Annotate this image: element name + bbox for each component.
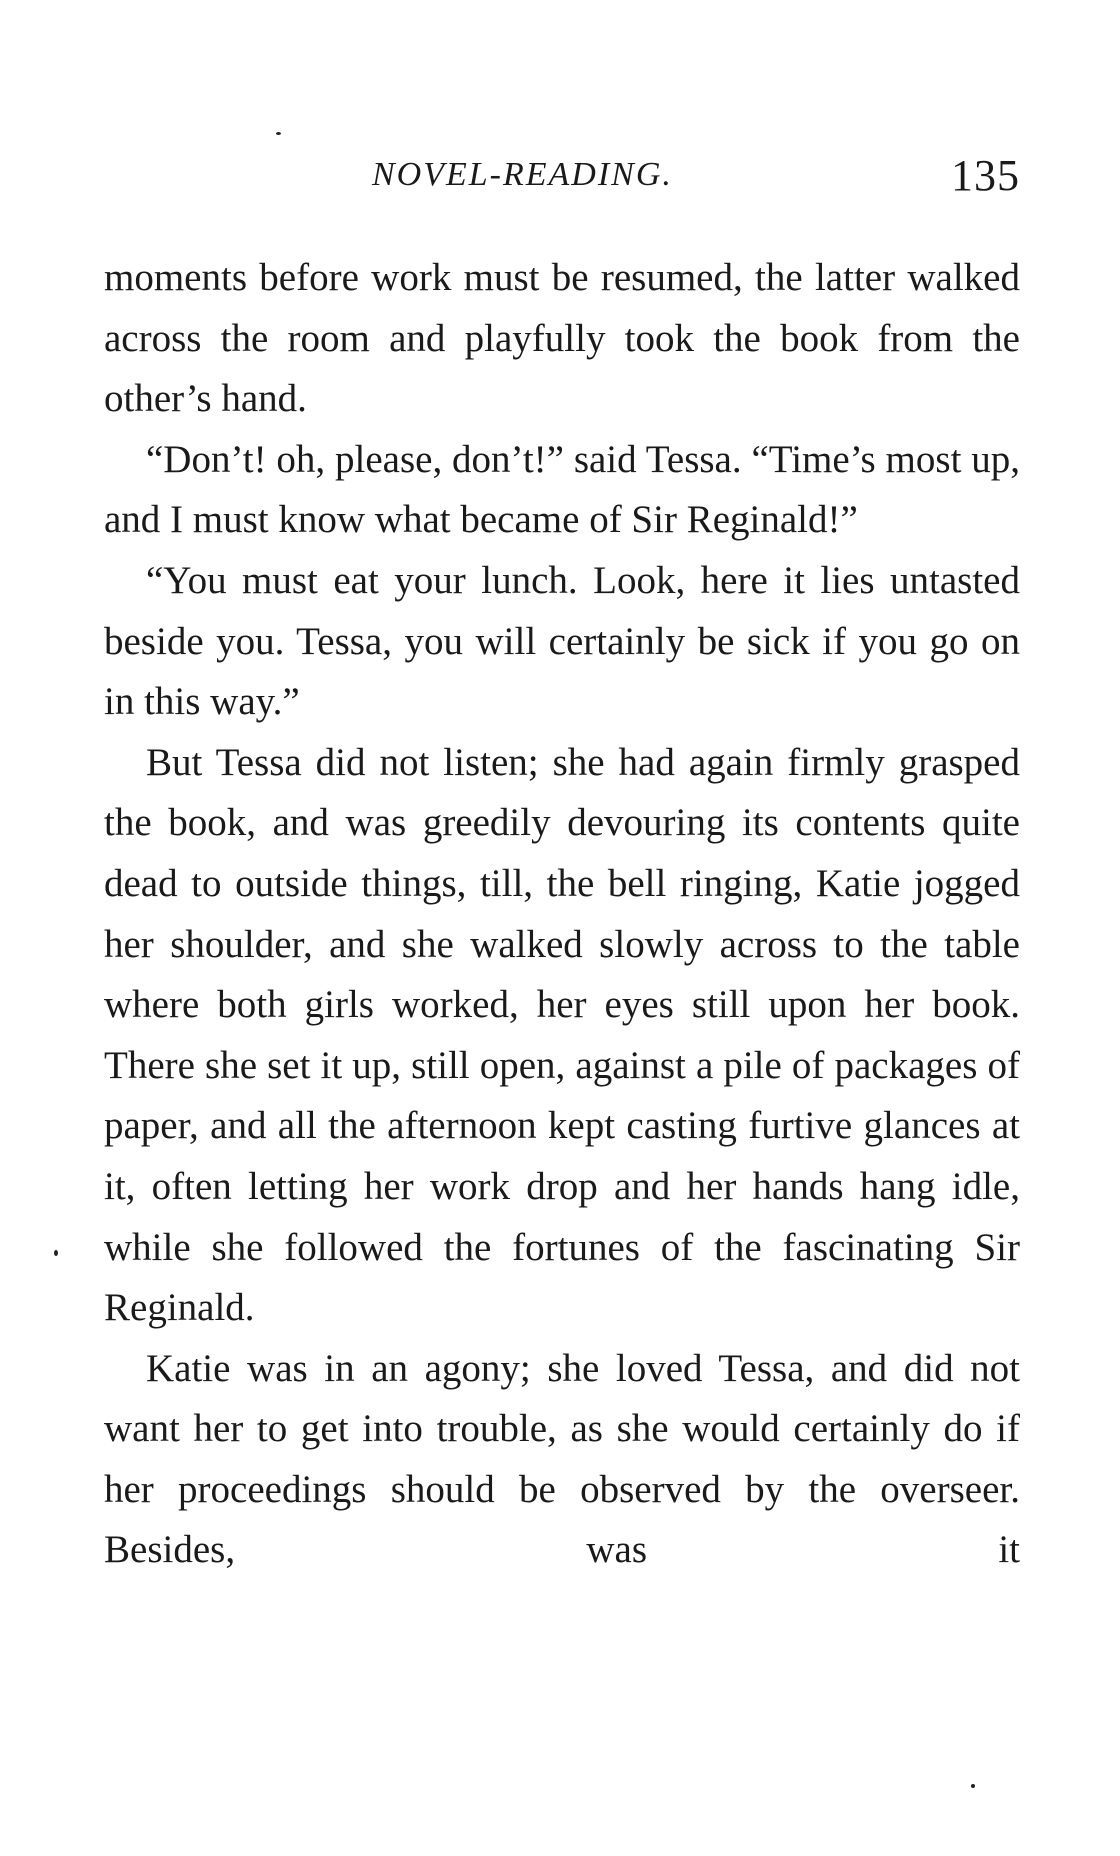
page-header	[104, 150, 1020, 210]
paragraph-5: Katie was in an agony; she loved Tessa, and did not want her to get into trouble, as she would certainly do if her proceedings should be observed by the overseer. Besides, was it	[104, 1346, 1020, 1572]
paragraph-2: “Don’t! oh, please, don’t!” said Tessa. “Time’s most up, and I must know what became of Sir Reginald!”	[104, 437, 1020, 542]
running-title: NOVEL-READING.	[372, 156, 673, 193]
paragraph-4: But Tessa did not listen; she had again firmly grasped the book, and was greedily devouring its contents quite dead to outside things, till, the bell ringing, Katie jogged her shoulder, and she walked slowly across to the table where both girls worked, her eyes still upon her book. There she set it up, still open, against a pile of packages of paper, and all the afternoon kept casting furtive glances at it, often letting her work drop and her hands hang idle, while she followed the fortunes of the fascinating Sir Reginald.	[104, 740, 1020, 1330]
ink-fleck	[276, 132, 281, 135]
ink-fleck	[54, 1250, 58, 1256]
body-text	[104, 248, 1020, 1581]
paragraph-1: moments before work must be resumed, the latter walked across the room and playfully took the book from the other’s hand.	[104, 256, 1020, 421]
ink-fleck	[971, 1784, 975, 1788]
paragraph-3: “You must eat your lunch. Look, here it lies untasted beside you. Tessa, you will certainly be sick if you go on in this way.”	[104, 558, 1020, 724]
page-number: 135	[951, 151, 1020, 200]
